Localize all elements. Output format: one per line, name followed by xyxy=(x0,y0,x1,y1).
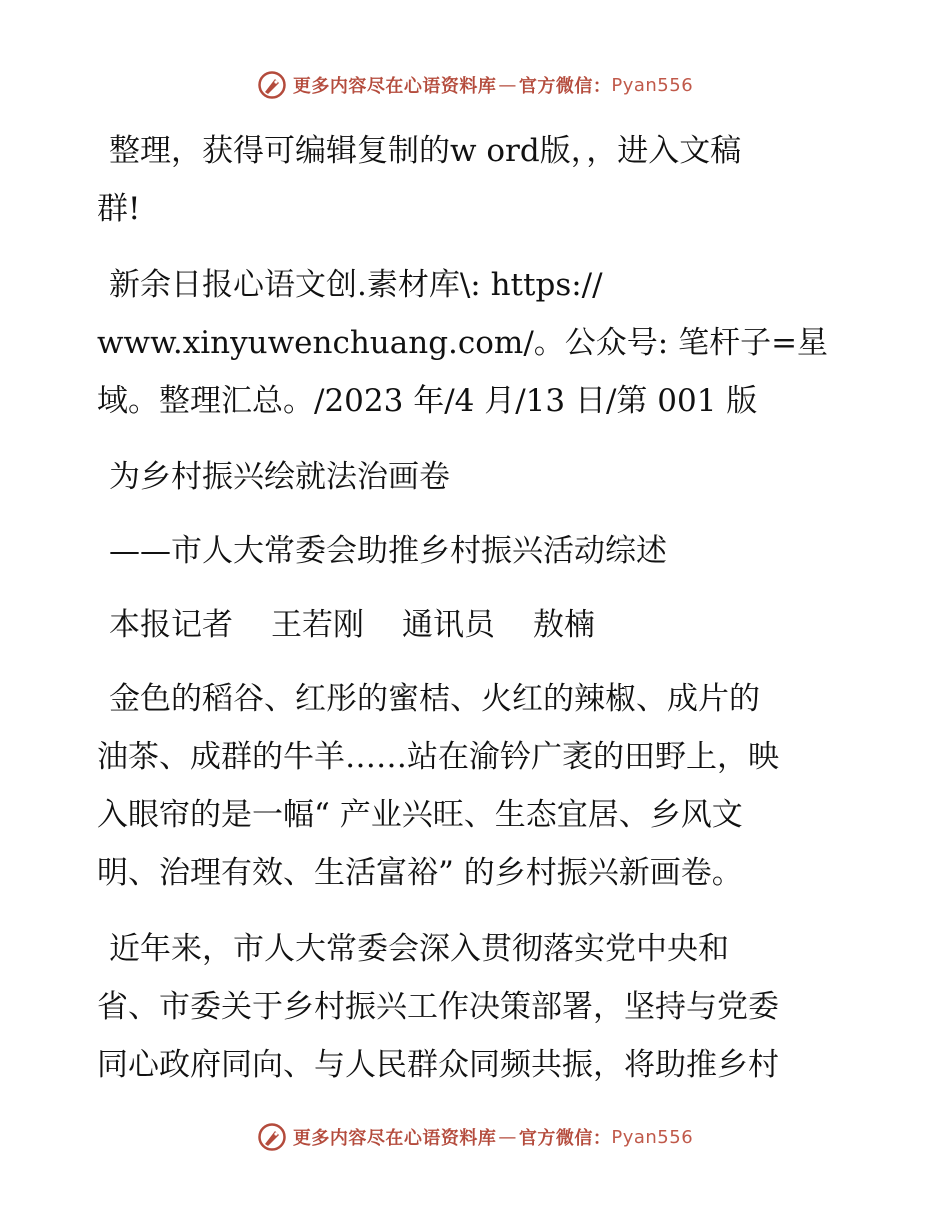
byline-role-reporter: 本报记者 xyxy=(109,607,233,643)
text-line: www.xinyuwenchuang.com/。公众号: 笔杆子=星 xyxy=(97,325,829,361)
banner-wechat-id: Pyan556 xyxy=(611,1126,694,1148)
byline-role-correspondent: 通讯员 xyxy=(402,607,495,643)
body-paragraph-2 xyxy=(97,920,857,1094)
source-paragraph xyxy=(97,256,857,430)
article-title: 为乡村振兴绘就法治画卷 xyxy=(109,459,450,495)
byline-name-correspondent: 敖楠 xyxy=(533,607,595,643)
text-line: 群! xyxy=(97,191,141,227)
pen-nib-circle-icon xyxy=(257,70,287,100)
banner-text: 更多内容尽在心语资料库 xyxy=(292,76,497,97)
text-line: 近年来，市人大常委会深入贯彻落实党中央和 xyxy=(109,931,729,967)
banner-text: 更多内容尽在心语资料库 xyxy=(292,1128,497,1149)
pen-nib-circle-icon xyxy=(257,1122,287,1152)
banner-wechat-id: Pyan556 xyxy=(611,74,694,96)
text-line: 整理，获得可编辑复制的w ord版，，进入文稿 xyxy=(109,133,742,169)
banner-separator: — xyxy=(498,74,517,96)
text-line: 明、治理有效、生活富裕” 的乡村振兴新画卷。 xyxy=(97,855,743,891)
footer-banner xyxy=(0,1122,950,1152)
document-body xyxy=(97,122,857,1112)
text-line: 油茶、成群的牛羊……站在渝钤广袤的田野上，映 xyxy=(97,739,779,775)
banner-label: 官方微信： xyxy=(518,76,612,97)
byline xyxy=(97,596,857,654)
text-line: 同心政府同向、与人民群众同频共振，将助推乡村 xyxy=(97,1047,779,1083)
text-line: 新余日报心语文创.素材库\: https:// xyxy=(109,267,603,303)
text-line: 入眼帘的是一幅“ 产业兴旺、生态宜居、乡风文 xyxy=(97,797,743,833)
banner-label: 官方微信： xyxy=(518,1128,612,1149)
text-line: 省、市委关于乡村振兴工作决策部署，坚持与党委 xyxy=(97,989,779,1025)
intro-paragraph xyxy=(97,122,857,238)
banner-separator: — xyxy=(498,1126,517,1148)
text-line: 金色的稻谷、红彤的蜜桔、火红的辣椒、成片的 xyxy=(109,681,760,717)
text-line: 域。整理汇总。/2023 年/4 月/13 日/第 001 版 xyxy=(97,383,758,419)
header-banner xyxy=(0,70,950,100)
article-subtitle: ——市人大常委会助推乡村振兴活动综述 xyxy=(109,533,667,569)
body-paragraph-1 xyxy=(97,670,857,902)
byline-name-reporter: 王若刚 xyxy=(271,607,364,643)
